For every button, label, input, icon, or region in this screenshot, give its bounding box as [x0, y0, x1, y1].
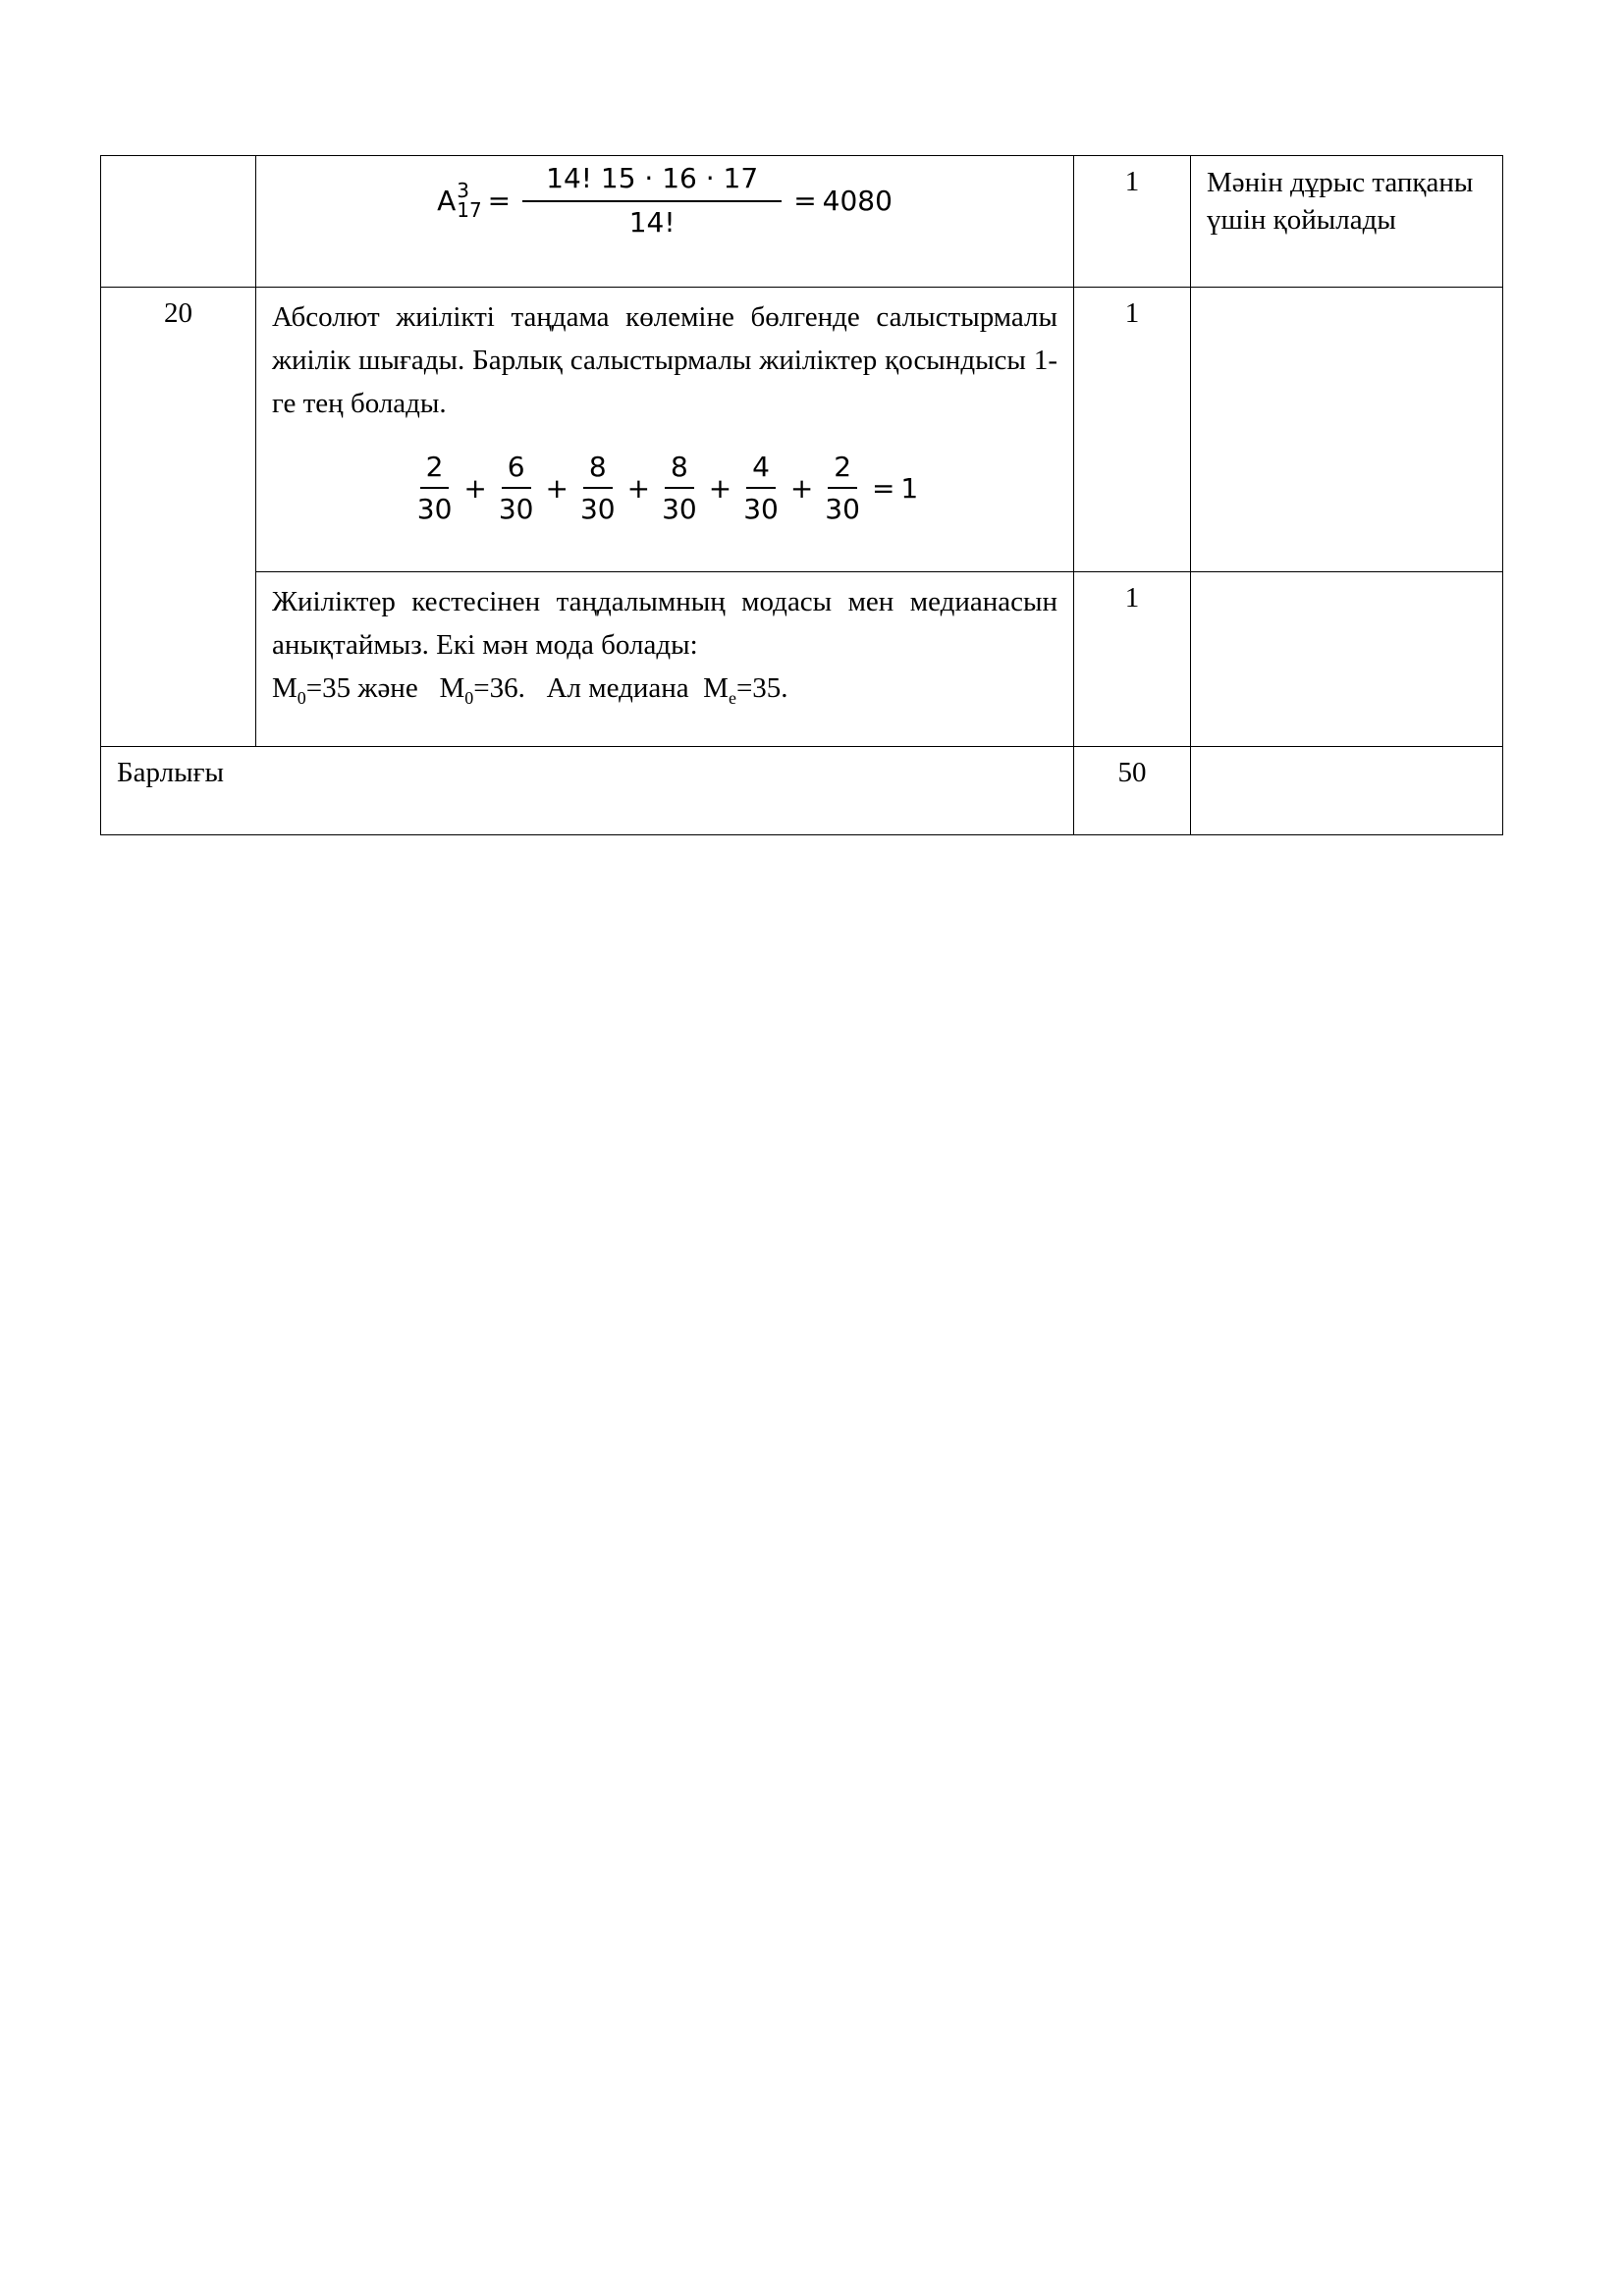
fraction-numerator: 4: [746, 451, 776, 489]
note-text: Мәнін дұрыс тапқаны үшін қойылады: [1207, 167, 1474, 236]
solution-cell: [256, 572, 1074, 747]
note-cell: [1191, 156, 1503, 288]
plus-sign: +: [708, 471, 732, 505]
points-value: 1: [1124, 166, 1140, 197]
total-label-cell: [101, 747, 1074, 835]
table-row: [101, 156, 1503, 288]
plus-sign: +: [463, 471, 487, 505]
mode-value: =36.: [473, 672, 525, 704]
formula-equals: =: [487, 184, 512, 217]
formula-sup: 3: [457, 179, 469, 202]
plus-sign: +: [789, 471, 814, 505]
mode-value: =35 және: [305, 672, 418, 704]
question-number-cell: [101, 288, 256, 747]
solution-text: Абсолют жиілікті таңдама көлеміне бөлгенде салыстырмалы жиілік шығады. Барлық салыстырмалы жиіліктер қосындысы 1-ге тең болады.: [272, 301, 1057, 419]
table-row: [101, 288, 1503, 572]
mode-symbol: M: [272, 672, 298, 704]
fraction-denominator: 30: [498, 493, 534, 525]
total-points-cell: [1074, 747, 1191, 835]
fraction-numerator: 8: [583, 451, 613, 489]
solution-cell: [256, 156, 1074, 288]
mode-subscript: 0: [464, 687, 474, 708]
formula-base: A: [437, 184, 457, 217]
fraction-numerator: 2: [828, 451, 857, 489]
solution-text: Жиіліктер кестесінен таңдалымның модасы мен медианасын анықтаймыз. Екі мән мода болады:: [272, 586, 1057, 661]
solution-cell: [256, 288, 1074, 572]
fraction-denominator: 30: [416, 493, 453, 525]
plus-sign: +: [545, 471, 568, 505]
points-cell: [1074, 156, 1191, 288]
fraction-denominator: 14!: [628, 206, 676, 239]
median-subscript: e: [728, 687, 736, 708]
note-cell: [1191, 288, 1503, 572]
total-row: [101, 747, 1503, 835]
plus-sign: +: [626, 471, 651, 505]
median-label: Ал медиана: [546, 672, 689, 704]
fraction: [825, 451, 860, 525]
note-cell: [1191, 572, 1503, 747]
formula-indices: [457, 181, 481, 220]
points-value: 1: [1124, 297, 1140, 329]
formula-result: 4080: [822, 184, 893, 217]
points-cell: [1074, 288, 1191, 572]
equals-sign: =: [871, 471, 895, 505]
sum-result: 1: [900, 471, 919, 505]
question-number: 20: [164, 297, 192, 329]
fraction-denominator: 30: [825, 493, 860, 525]
note-cell: [1191, 747, 1503, 835]
fraction-denominator: 30: [579, 493, 616, 525]
mode-subscript: 0: [297, 687, 306, 708]
fraction-numerator: 2: [420, 451, 450, 489]
points-cell: [1074, 572, 1191, 747]
arrangement-formula: [256, 162, 1073, 239]
formula-fraction: [522, 162, 782, 239]
fraction: [417, 451, 453, 525]
fraction-numerator: 8: [665, 451, 694, 489]
fraction-numerator: 6: [502, 451, 531, 489]
total-points: 50: [1117, 757, 1147, 788]
median-value: =35.: [735, 672, 788, 704]
points-value: 1: [1124, 582, 1140, 614]
table-row: [101, 572, 1503, 747]
grading-table: [100, 155, 1503, 835]
fraction: [743, 451, 779, 525]
fraction: [580, 451, 616, 525]
fraction: [662, 451, 697, 525]
formula-result-equals: =: [793, 184, 817, 217]
fraction-denominator: 30: [743, 493, 779, 525]
fraction-denominator: 30: [662, 493, 697, 525]
fraction: [499, 451, 534, 525]
relative-frequency-sum: [272, 451, 1057, 525]
total-label: Барлығы: [117, 757, 224, 788]
mode-symbol: M: [439, 672, 465, 704]
formula-sub: 17: [457, 198, 482, 222]
median-symbol: M: [703, 672, 729, 704]
mode-median-line: [272, 667, 1057, 720]
number-cell: [101, 156, 256, 288]
fraction-numerator: 14! 15 · 16 · 17: [522, 162, 782, 202]
